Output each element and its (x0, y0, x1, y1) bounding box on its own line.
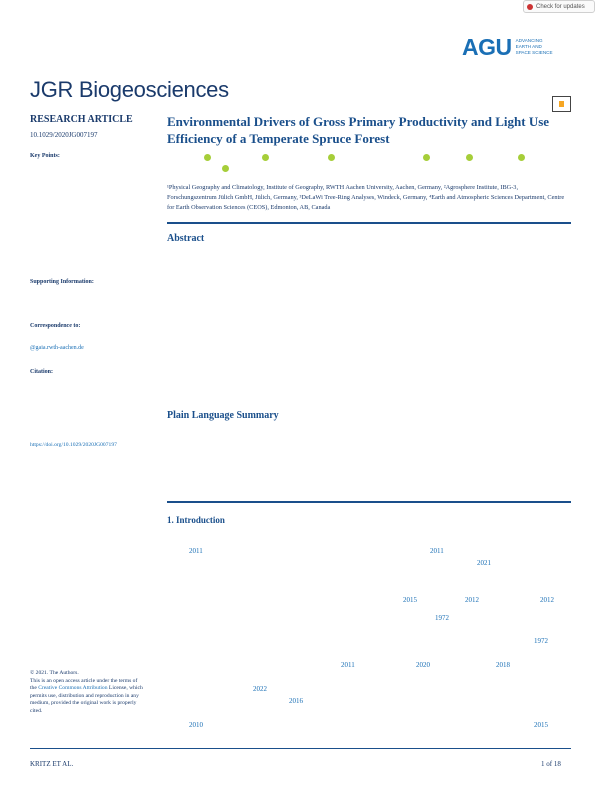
agu-tagline-line: EARTH AND (515, 44, 542, 49)
orcid-icon[interactable] (423, 154, 430, 161)
check-for-updates-label: Check for updates (536, 3, 585, 10)
divider (167, 501, 571, 503)
crossmark-icon (527, 4, 533, 10)
affiliations: ¹Physical Geography and Climatology, Institute of Geography, RWTH Aachen University, Aachen, Germany, ²Agrosphere Institute, IBG-3, Forschungszentrum Jülich GmbH, Jülich, Germany, ³DeLaWi Tree-Ring Analyses, Windeck, Germany, ⁴Earth and Atmospheric Sciences Department, Centre for Earth Observation Sciences (CEOS), Edmonton, AB, Canada (167, 184, 565, 211)
key-points-label: Key Points: (30, 153, 60, 159)
abstract-heading: Abstract (167, 233, 205, 244)
journal-title: JGR Biogeosciences (30, 77, 229, 102)
article-title: Environmental Drivers of Gross Primary Productivity and Light Use Efficiency of a Temperate Spruce Forest (167, 114, 550, 146)
reference-link[interactable]: 2015 (403, 596, 417, 604)
divider (167, 222, 571, 224)
footer-author: KRITZ ET AL. (30, 760, 74, 768)
agu-logo (462, 34, 553, 60)
agu-tagline-line: ADVANCING (515, 38, 543, 43)
agu-mark: AGU (462, 33, 512, 60)
page-number: 1 of 18 (541, 760, 561, 768)
orcid-icon[interactable] (222, 165, 229, 172)
supporting-info-label: Supporting Information: (30, 279, 94, 285)
doi-link[interactable]: https://doi.org/10.1029/2020JG007197 (30, 442, 117, 448)
lock-icon (559, 101, 564, 107)
check-for-updates-badge[interactable] (523, 0, 595, 13)
reference-link[interactable]: 1972 (435, 614, 449, 622)
citation-label: Citation: (30, 369, 53, 375)
orcid-icon[interactable] (204, 154, 211, 161)
correspondence-email[interactable]: @gaia.rwth-aachen.de (30, 345, 84, 351)
agu-tagline-line: SPACE SCIENCE (515, 50, 553, 55)
article-type: RESEARCH ARTICLE (30, 114, 133, 125)
orcid-icon[interactable] (518, 154, 525, 161)
footer-divider (30, 748, 571, 749)
reference-link[interactable]: 2020 (416, 661, 430, 669)
reference-link[interactable]: 2022 (253, 685, 267, 693)
reference-link[interactable]: 2011 (430, 547, 444, 555)
open-access-icon (552, 96, 571, 112)
license-link[interactable]: Creative Commons Attribution (38, 685, 108, 692)
reference-link[interactable]: 2016 (289, 697, 303, 705)
reference-link[interactable]: 1972 (534, 637, 548, 645)
plain-language-heading: Plain Language Summary (167, 410, 279, 421)
agu-tagline (516, 38, 553, 56)
doi: 10.1029/2020JG007197 (30, 131, 98, 139)
orcid-icon[interactable] (262, 154, 269, 161)
license-text: License, which permits use, distribution and reproduction in any medium, provided the original work is properly cited. (30, 685, 143, 714)
introduction-heading: 1. Introduction (167, 515, 225, 525)
reference-link[interactable]: 2018 (496, 661, 510, 669)
reference-link[interactable]: 2012 (540, 596, 554, 604)
reference-link[interactable]: 2011 (189, 547, 203, 555)
reference-link[interactable]: 2011 (341, 661, 355, 669)
correspondence-label: Correspondence to: (30, 323, 81, 329)
copyright: © 2021. The Authors. (30, 670, 79, 676)
reference-link[interactable]: 2010 (189, 721, 203, 729)
reference-link[interactable]: 2012 (465, 596, 479, 604)
orcid-icon[interactable] (328, 154, 335, 161)
license-notice (30, 670, 145, 716)
orcid-icon[interactable] (466, 154, 473, 161)
reference-link[interactable]: 2021 (477, 559, 491, 567)
reference-link[interactable]: 2015 (534, 721, 548, 729)
license-text: This is an open access article under the terms of the (30, 677, 138, 692)
